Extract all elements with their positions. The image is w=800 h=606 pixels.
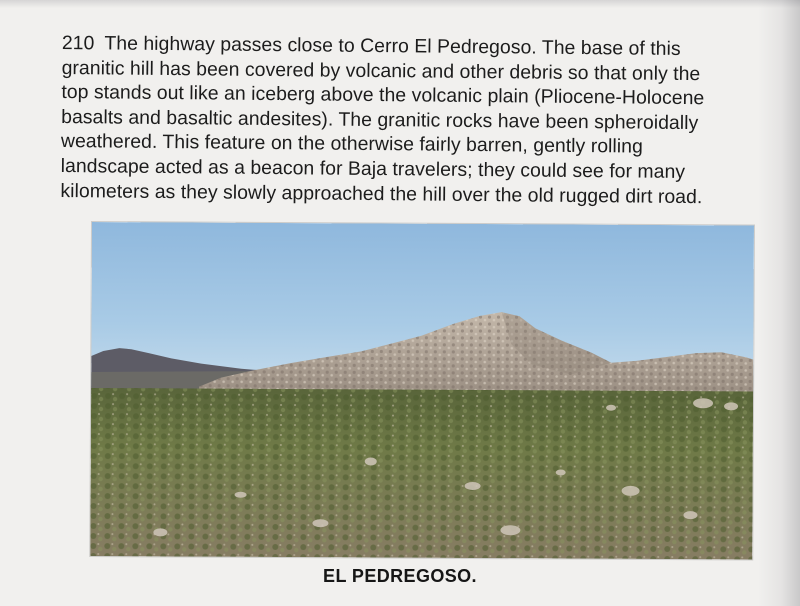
description-line-7: kilometers as they slowly approached the hill over the old rugged dirt road. — [60, 179, 703, 208]
figure-description — [60, 31, 762, 210]
vegetation-texture — [90, 388, 753, 559]
landscape-photo-drawing — [90, 222, 754, 559]
photo-caption: EL PEDREGOSO. — [323, 566, 477, 586]
description-line-2: granitic hill has been covered by volcanic and other debris so that only the — [61, 56, 701, 85]
description-line-3: top stands out like an iceberg above the volcanic plain (Pliocene-Holocene — [61, 81, 705, 110]
page-top-shadow — [0, 0, 800, 8]
description-line-4: basalts and basaltic andesites). The granitic rocks have been spheroidally — [61, 105, 699, 134]
page-edge-shadow — [758, 0, 800, 606]
description-line-5: weathered. This feature on the otherwise fairly barren, gently rolling — [60, 130, 643, 158]
figure-number: 210 — [61, 31, 95, 55]
landscape-photo — [90, 222, 754, 559]
description-line-6: landscape acted as a beacon for Baja travelers; they could see for many — [60, 154, 686, 183]
description-line-1-text: The highway passes close to Cerro El Pedregoso. The base of this — [104, 32, 681, 60]
